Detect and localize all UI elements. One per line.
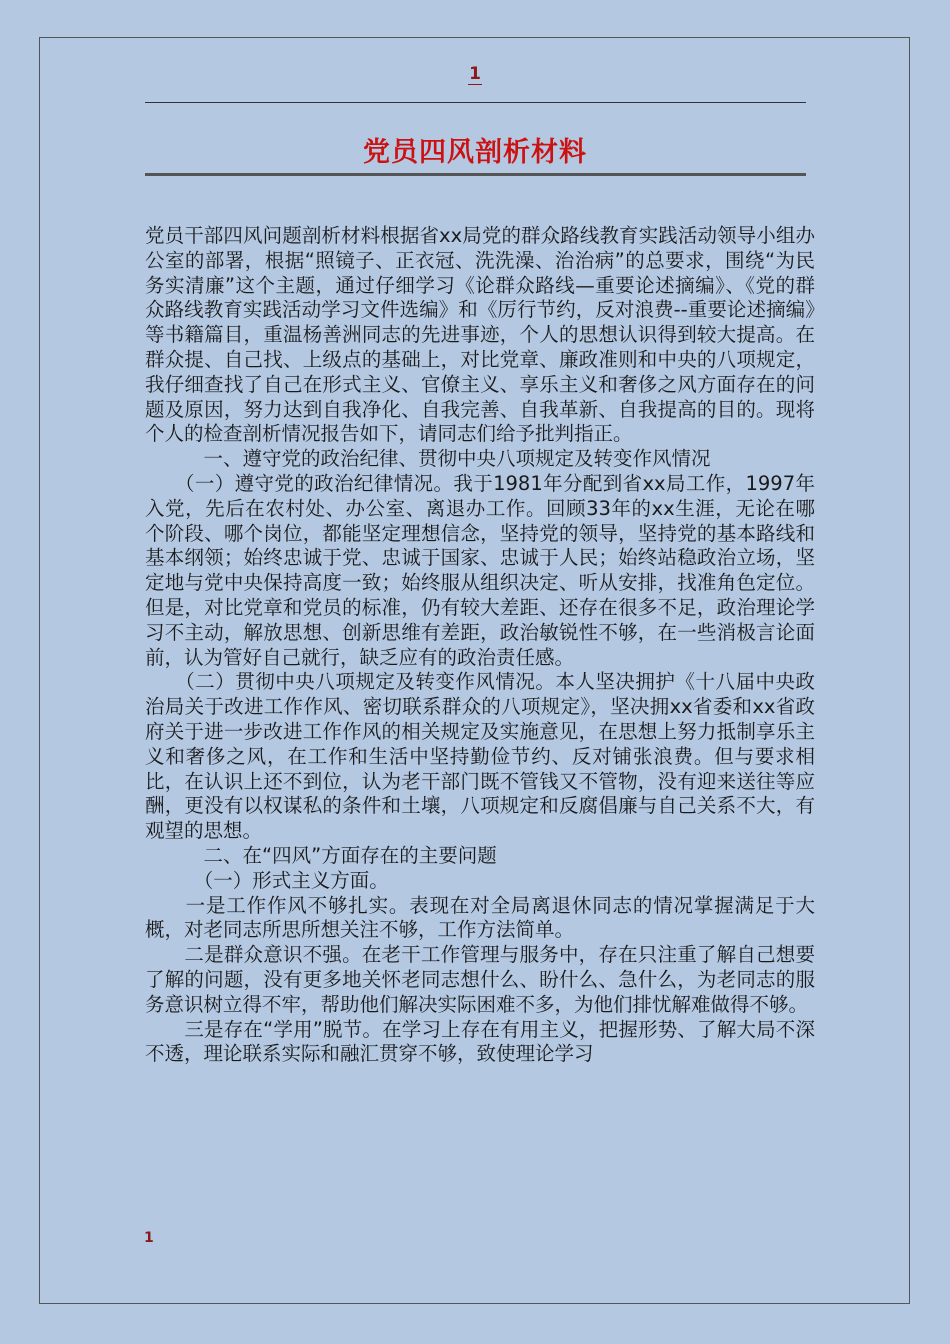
heading-section-1: 一、遵守党的政治纪律、贯彻中央八项规定及转变作风情况: [145, 447, 711, 471]
paragraph-eight-rules: （二）贯彻中央八项规定及转变作风情况。本人坚决拥护《十八届中央政治局关于改进工作作风、密切联系群众的八项规定》，坚决拥xx省委和xx省政府关于进一步改进工作作风的相关规定及实施意见，在思想上努力抵制享乐主义和奢侈之风，在工作和生活中坚持勤俭节约、反对铺张浪费。但与要求相比，在认识上还不到位，认为老干部门既不管钱又不管物，没有迎来送往等应酬，更没有以权谋私的条件和土壤，八项规定和反腐倡廉与自己关系不大，有观望的思想。: [145, 670, 815, 843]
document-title: 党员四风剖析材料: [363, 137, 587, 168]
header-page-number: [0, 64, 950, 84]
title-rule: [145, 173, 806, 176]
paragraph-point-2: 二是群众意识不强。在老干工作管理与服务中，存在只注重了解自己想要了解的问题，没有更多地关怀老同志想什么、盼什么、急什么，为老同志的服务意识树立得不牢，帮助他们解决实际困难不多，为他们排忧解难做得不够。: [145, 943, 815, 1016]
paragraph-intro: 党员干部四风问题剖析材料根据省xx局党的群众路线教育实践活动领导小组办公室的部署，根据“照镜子、正衣冠、洗洗澡、治治病”的总要求，围绕“为民务实清廉”这个主题，通过仔细学习《论群众路线—重要论述摘编》、《党的群众路线教育实践活动学习文件选编》和《厉行节约，反对浪费--重要论述摘编》等书籍篇目，重温杨善洲同志的先进事迹，个人的思想认识得到较大提高。在群众提、自己找、上级点的基础上，对比党章、廉政准则和中央的八项规定，我仔细查找了自己在形式主义、官僚主义、享乐主义和奢侈之风方面存在的问题及原因，努力达到自我净化、自我完善、自我革新、自我提高的目的。现将个人的检查剖析情况报告如下，请同志们给予批判指正。: [145, 224, 815, 446]
heading-formalism: （一）形式主义方面。: [145, 868, 389, 892]
paragraph-point-3: 三是存在“学用”脱节。在学习上存在有用主义，把握形势、了解大局不深不透，理论联系实际和融汇贯穿不够，致使理论学习: [145, 1017, 815, 1066]
heading-section-2: 二、在“四风”方面存在的主要问题: [145, 843, 497, 867]
header-rule: [145, 102, 806, 103]
paragraph-political-discipline: （一）遵守党的政治纪律情况。我于1981年分配到省xx局工作，1997年入党，先后在农村处、办公室、离退办工作。回顾33年的xx生涯，无论在哪个阶段、哪个岗位，都能坚定理想信念，坚持党的领导，坚持党的基本路线和基本纲领；始终忠诚于党、忠诚于国家、忠诚于人民；始终站稳政治立场，坚定地与党中央保持高度一致；始终服从组织决定、听从安排，找准角色定位。但是，对比党章和党员的标准，仍有较大差距、还存在很多不足，政治理论学习不主动，解放思想、创新思维有差距，政治敏锐性不够，在一些消极言论面前，认为管好自己就行，缺乏应有的政治责任感。: [145, 471, 815, 669]
document-body: [145, 224, 815, 1067]
header-page-number-text: 1: [469, 64, 481, 84]
footer-page-number: 1: [144, 1230, 154, 1246]
paragraph-point-1: 一是工作作风不够扎实。表现在对全局离退休同志的情况掌握满足于大概，对老同志所思所想关注不够，工作方法简单。: [145, 893, 815, 942]
